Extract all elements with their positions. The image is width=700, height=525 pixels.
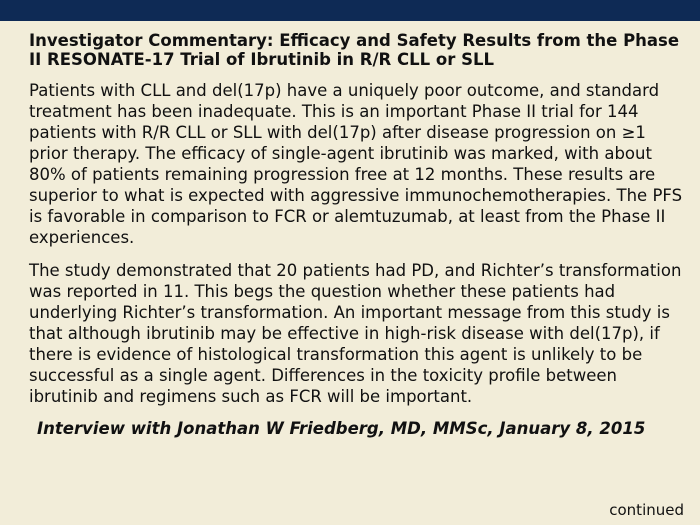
- slide-content: [29, 31, 689, 439]
- top-bar: [0, 0, 700, 21]
- commentary-paragraph-2: The study demonstrated that 20 patients had PD, and Richter’s transformation was reported in 11. This begs the question whether these patients had underlying Richter’s transformation. An important message from this study is that although ibrutinib may be effective in high-risk disease with del(17p), if there is evidence of histological transformation this agent is unlikely to be successful as a single agent. Differences in the toxicity profile between ibrutinib and regimens such as FCR will be important.: [29, 261, 682, 406]
- slide-title: Investigator Commentary: Efficacy and Safety Results from the Phase II RESONATE-17 Trial of Ibrutinib in R/R CLL or SLL: [29, 31, 680, 69]
- interview-attribution: Interview with Jonathan W Friedberg, MD, MMSc, January 8, 2015: [37, 419, 646, 438]
- commentary-paragraph-1: Patients with CLL and del(17p) have a uniquely poor outcome, and standard treatment has been inadequate. This is an important Phase II trial for 144 patients with R/R CLL or SLL with del(17p) after disease progression on ≥1 prior therapy. The efficacy of single-agent ibrutinib was marked, with about 80% of patients remaining progression free at 12 months. These results are superior to what is expected with aggressive immunochemotherapies. The PFS is favorable in comparison to FCR or alemtuzumab, at least from the Phase II experiences.: [29, 81, 683, 247]
- continued-label: continued: [609, 501, 684, 519]
